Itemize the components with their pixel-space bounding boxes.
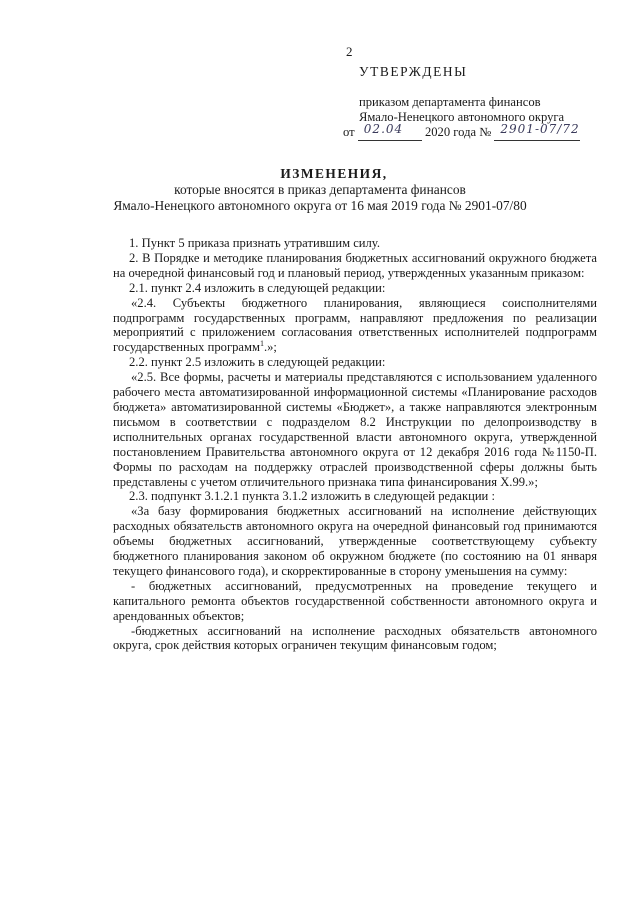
handwritten-date: 02.04 bbox=[363, 122, 404, 136]
paragraph-2-1: 2.1. пункт 2.4 изложить в следующей редакции: bbox=[129, 280, 386, 295]
approval-line-1: приказом департамента финансов bbox=[359, 95, 541, 109]
paragraph-limited-term-item: -бюджетных ассигнований на исполнение расходных обязательств автономного округа, срок действия которых ограничен текущим финансовым годом; bbox=[113, 623, 597, 653]
page-number: 2 bbox=[346, 44, 353, 59]
paragraph-1: 1. Пункт 5 приказа признать утратившим силу. bbox=[129, 236, 380, 250]
from-label: от bbox=[343, 125, 355, 139]
approval-line-2: Ямало-Ненецкого автономного округа bbox=[359, 110, 565, 124]
approval-date-line bbox=[343, 122, 623, 141]
year-text: 2020 года № bbox=[424, 125, 492, 139]
paragraph-2-4-quote bbox=[113, 296, 597, 356]
paragraph-2-4-text: «2.4. Субъекты бюджетного планирования, являющиеся соисполнителями подпрограмм государственных программ, направляют предложения по реализации мероприятий с приложением согласования ответственных исполнителей подпрограмм государственных программ bbox=[113, 295, 597, 355]
document-body bbox=[113, 236, 597, 653]
handwritten-number: 2901-07/72 bbox=[500, 122, 580, 136]
paragraph-2-5-quote: «2.5. Все формы, расчеты и материалы представляются с использованием удаленного рабочего места автоматизированной информационной системы «Планирование расходов бюджета» автоматизированной системы «Бюджет», а также направляются электронным письмом в соответствии с подразделом 8.2 Инструкции по делопроизводству в исполнительных органах государственной власти автономного округа, утвержденной постановлением Правительства автономного округа от 12 декабря 2016 года №1150-П. Формы по расходам на поддержку отраслей производственной сферы должны быть представлены с учетом отличительного признака типа финансирования Х.99.»; bbox=[113, 370, 597, 489]
document-title bbox=[0, 166, 640, 214]
paragraph-2: 2. В Порядке и методике планирования бюджетных ассигнований окружного бюджета на очередной финансовый год и плановый период, утвержденных указанным приказом: bbox=[113, 250, 597, 280]
footnote-mark: 1 bbox=[259, 339, 264, 349]
paragraph-repair-item: - бюджетных ассигнований, предусмотренных на проведение текущего и капитального ремонта объектов государственной собственности автономного округа и арендованных объектов; bbox=[113, 578, 597, 623]
paragraph-3-1-2-1-quote: «За базу формирования бюджетных ассигнований на исполнение действующих расходных обязательств автономного округа на очередной финансовый год принимаются объемы бюджетных ассигнований, утвержденные соответствующему субъекту бюджетного планирования законом об окружном бюджете (по состоянию на 01 января текущего финансового года), и скорректированные в сторону уменьшения на сумму: bbox=[113, 504, 597, 578]
title-line-2: Ямало-Ненецкого автономного округа от 16 мая 2019 года № 2901-07/80 bbox=[113, 198, 527, 213]
title-line-1: которые вносятся в приказ департамента финансов bbox=[174, 182, 466, 197]
paragraph-2-2: 2.2. пункт 2.5 изложить в следующей редакции: bbox=[129, 355, 386, 370]
number-field bbox=[494, 122, 580, 141]
date-field bbox=[358, 122, 422, 141]
approval-block bbox=[343, 64, 623, 141]
paragraph-2-3: 2.3. подпункт 3.1.2.1 пункта 3.1.2 изложить в следующей редакции : bbox=[129, 489, 495, 504]
paragraph-2-4-end: .»; bbox=[263, 340, 277, 355]
approved-heading: УТВЕРЖДЕНЫ bbox=[359, 64, 468, 79]
title-heading: ИЗМЕНЕНИЯ, bbox=[280, 166, 388, 181]
